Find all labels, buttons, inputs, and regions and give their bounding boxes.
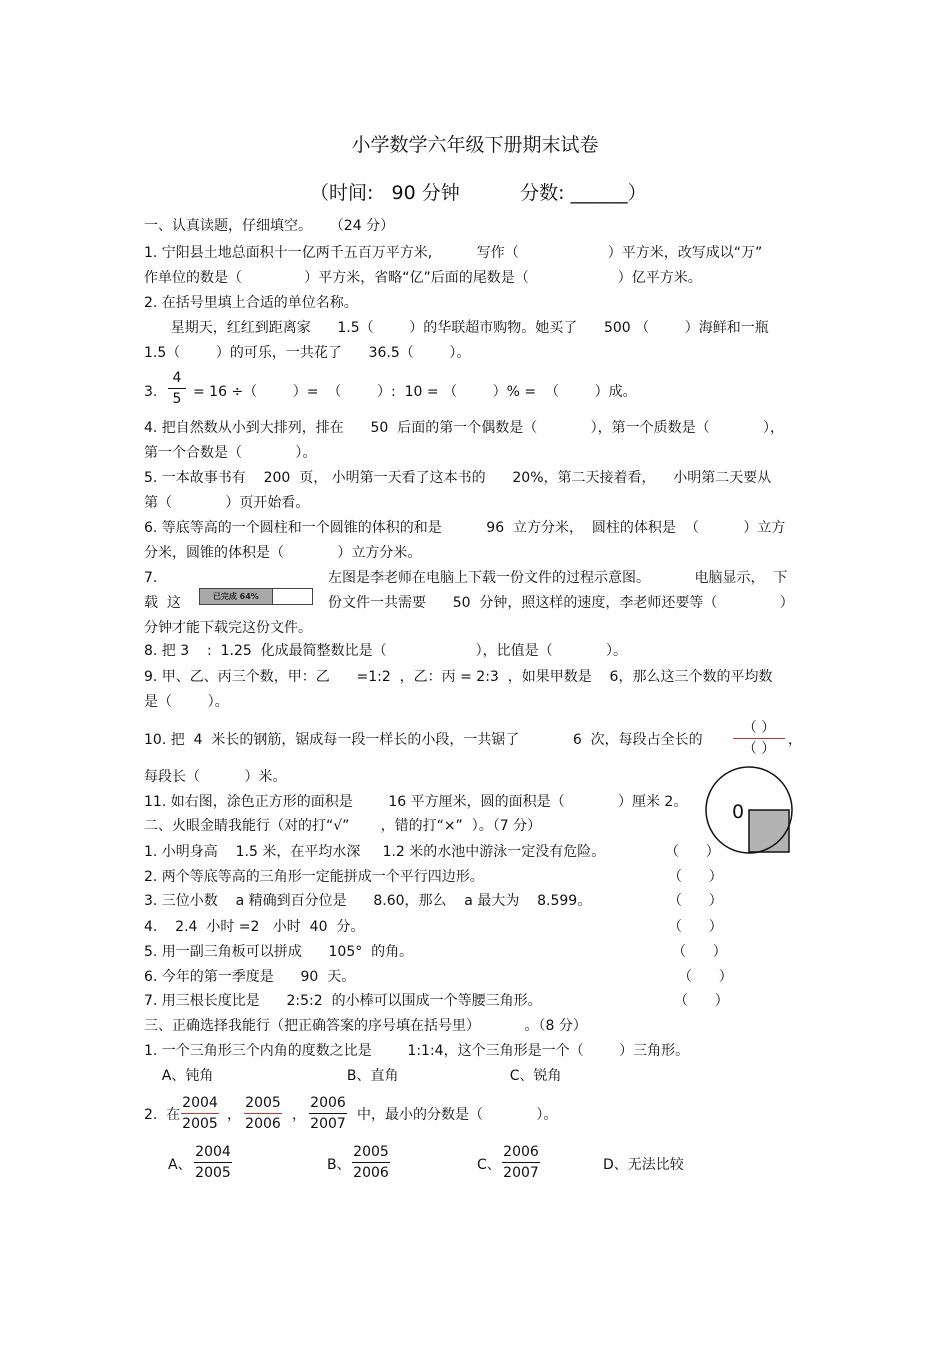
q10-line1: 10. 把 4 米长的钢筋，锯成每一段一样长的小段，一共锯了 6 次，每段占全长的 xyxy=(144,732,703,748)
c2-fraction-2 xyxy=(244,1093,282,1134)
q3-number: 3. xyxy=(144,384,158,400)
judgement-item: 4. 2.4 小时 =2 小时 40 分。 xyxy=(144,919,365,935)
judgement-answer-blank: （ ） xyxy=(674,993,729,1009)
q8-line1: 8. 把 3 : 1.25 化成最简整数比是（ ），比值是（ ）。 xyxy=(144,643,628,659)
c2-fraction-1-denominator: 2005 xyxy=(181,1113,219,1134)
c2-prefix: 2. 在 xyxy=(144,1107,181,1123)
section-1-heading: 一、认真读题，仔细填空。 （24 分） xyxy=(144,218,395,234)
q9-line2: 是（ ）。 xyxy=(144,694,229,710)
q10-line2: 每段长（ ）米。 xyxy=(144,769,287,785)
page-title: 小学数学六年级下册期末试卷 xyxy=(351,134,599,156)
q3-fraction-denominator: 5 xyxy=(168,388,186,409)
c2-fraction-2-denominator: 2006 xyxy=(244,1113,282,1134)
q2-line1: 2. 在括号里填上合适的单位名称。 xyxy=(144,295,358,311)
c2-option-a-numerator: 2004 xyxy=(195,1144,231,1160)
circle-center-label: 0 xyxy=(732,801,745,823)
q3-fraction-numerator: 4 xyxy=(172,370,182,386)
c2-option-a-fraction xyxy=(194,1142,232,1183)
section-2-heading: 二、火眼金睛我能行（对的打“√” ，错的打“×” ）。（7 分） xyxy=(144,818,542,834)
q6-line2: 分米，圆锥的体积是（ ）立方分米。 xyxy=(144,545,422,561)
c2-option-c-denominator: 2007 xyxy=(502,1162,540,1183)
c2-fraction-1-numerator: 2004 xyxy=(182,1095,218,1111)
judgement-item: 3. 三位小数 a 精确到百分位是 8.60，那么 a 最大为 8.599。 xyxy=(144,893,592,909)
c2-fraction-3-numerator: 2006 xyxy=(310,1095,346,1111)
q1-line1: 1. 宁阳县土地总面积十一亿两千五百万平方米, 写作（ ）平方米，改写成以“万” xyxy=(144,245,763,261)
q7-line1: 左图是李老师在电脑上下载一份文件的过程示意图。 电脑显示， 下 xyxy=(328,570,788,586)
judgement-item: 2. 两个等底等高的三角形一定能拼成一个平行四边形。 xyxy=(144,869,484,885)
page-subtitle: （时间: 90 分钟 分数: ______） xyxy=(310,182,647,204)
judgement-item: 1. 小明身高 1.5 米，在平均水深 1.2 米的水池中游泳一定没有危险。 xyxy=(144,844,606,860)
download-progress-bar xyxy=(199,588,313,605)
q7-line2: 份文件一共需要 50 分钟，照这样的速度，李老师还要等（ ） xyxy=(328,595,794,611)
q9-line1: 9. 甲、乙、丙三个数，甲：乙 =1:2 ，乙：丙 = 2:3 ，如果甲数是 6，那么这三个数的平均数 xyxy=(144,669,773,685)
c2-option-c-fraction xyxy=(502,1142,540,1183)
c2-option-d: D、无法比较 xyxy=(603,1157,684,1173)
q10-fraction-numerator: （ ） xyxy=(742,720,776,736)
c2-option-b-denominator: 2006 xyxy=(352,1162,390,1183)
q5-line1: 5. 一本故事书有 200 页， 小明第一天看了这本书的 20%，第二天接着看， 小明第二天要从 xyxy=(144,470,772,486)
c2-fraction-3-denominator: 2007 xyxy=(309,1113,347,1134)
c2-option-a-letter: A、 xyxy=(168,1157,192,1173)
q3-fraction xyxy=(168,368,186,409)
c2-separator-1: ， xyxy=(227,1107,241,1123)
shaded-square xyxy=(749,810,789,852)
q5-line2: 第（ ）页开始看。 xyxy=(144,495,310,511)
judgement-answer-blank: （ ） xyxy=(668,919,723,935)
q4-line2: 第一个合数是（ ）。 xyxy=(144,445,317,461)
q11-line1: 11. 如右图，涂色正方形的面积是 16 平方厘米，圆的面积是（ ）厘米 2。 xyxy=(144,794,688,810)
judgement-answer-blank: （ ） xyxy=(668,893,723,909)
download-progress-label: 已完成 64% xyxy=(212,592,259,601)
c2-option-c-numerator: 2006 xyxy=(503,1144,539,1160)
c2-question: 中，最小的分数是（ ）。 xyxy=(357,1107,558,1123)
q2-line3: 1.5（ ）的可乐，一共花了 36.5（ ）。 xyxy=(144,345,471,361)
c2-option-c-letter: C、 xyxy=(477,1157,501,1173)
q7-line3: 分钟才能下载完这份文件。 xyxy=(144,620,312,636)
q2-line2: 星期天，红红到距离家 1.5（ ）的华联超市购物。她买了 500 （ ）海鲜和一瓶 xyxy=(144,320,769,336)
judgement-item: 6. 今年的第一季度是 90 天。 xyxy=(144,969,356,985)
q7-number: 7. xyxy=(144,570,158,586)
judgement-answer-blank: （ ） xyxy=(668,869,723,885)
c2-fraction-2-numerator: 2005 xyxy=(245,1095,281,1111)
q3-expression: = 16 ÷（ ）= （ ）: 10 = （ ）% = （ ）成。 xyxy=(193,384,637,400)
q4-line1: 4. 把自然数从小到大排列，排在 50 后面的第一个偶数是（ ），第一个质数是（ ）， xyxy=(144,420,785,436)
judgement-item: 7. 用三根长度比是 2:5:2 的小棒可以围成一个等腰三角形。 xyxy=(144,993,542,1009)
c2-option-b-fraction xyxy=(352,1142,390,1183)
q6-line1: 6. 等底等高的一个圆柱和一个圆锥的体积的和是 96 立方分米， 圆柱的体积是 （ ）立方 xyxy=(144,520,786,536)
q1-line2: 作单位的数是（ ）平方米，省略“亿”后面的尾数是（ ）亿平方米。 xyxy=(144,270,702,286)
judgement-answer-blank: （ ） xyxy=(665,844,720,860)
q10-fraction xyxy=(733,718,785,759)
c2-option-b-letter: B、 xyxy=(327,1157,351,1173)
c2-fraction-1 xyxy=(181,1093,219,1134)
q10-comma: ， xyxy=(788,732,802,748)
q10-fraction-denominator: （ ） xyxy=(733,738,785,759)
c2-option-a-denominator: 2005 xyxy=(194,1162,232,1183)
section-3-heading: 三、正确选择我能行（把正确答案的序号填在括号里） 。（8 分） xyxy=(144,1018,587,1034)
judgement-answer-blank: （ ） xyxy=(672,944,727,960)
c2-fraction-3 xyxy=(309,1093,347,1134)
q7-line2-start: 载 这 xyxy=(144,595,181,611)
c1-line1: 1. 一个三角形三个内角的度数之比是 1:1:4，这个三角形是一个（ ）三角形。 xyxy=(144,1043,690,1059)
c1-options: A、钝角 B、直角 C、锐角 xyxy=(144,1068,562,1084)
judgement-item: 5. 用一副三角板可以拼成 105° 的角。 xyxy=(144,944,414,960)
c2-option-b-numerator: 2005 xyxy=(353,1144,389,1160)
judgement-answer-blank: （ ） xyxy=(678,969,733,985)
c2-separator-2: ， xyxy=(292,1107,306,1123)
